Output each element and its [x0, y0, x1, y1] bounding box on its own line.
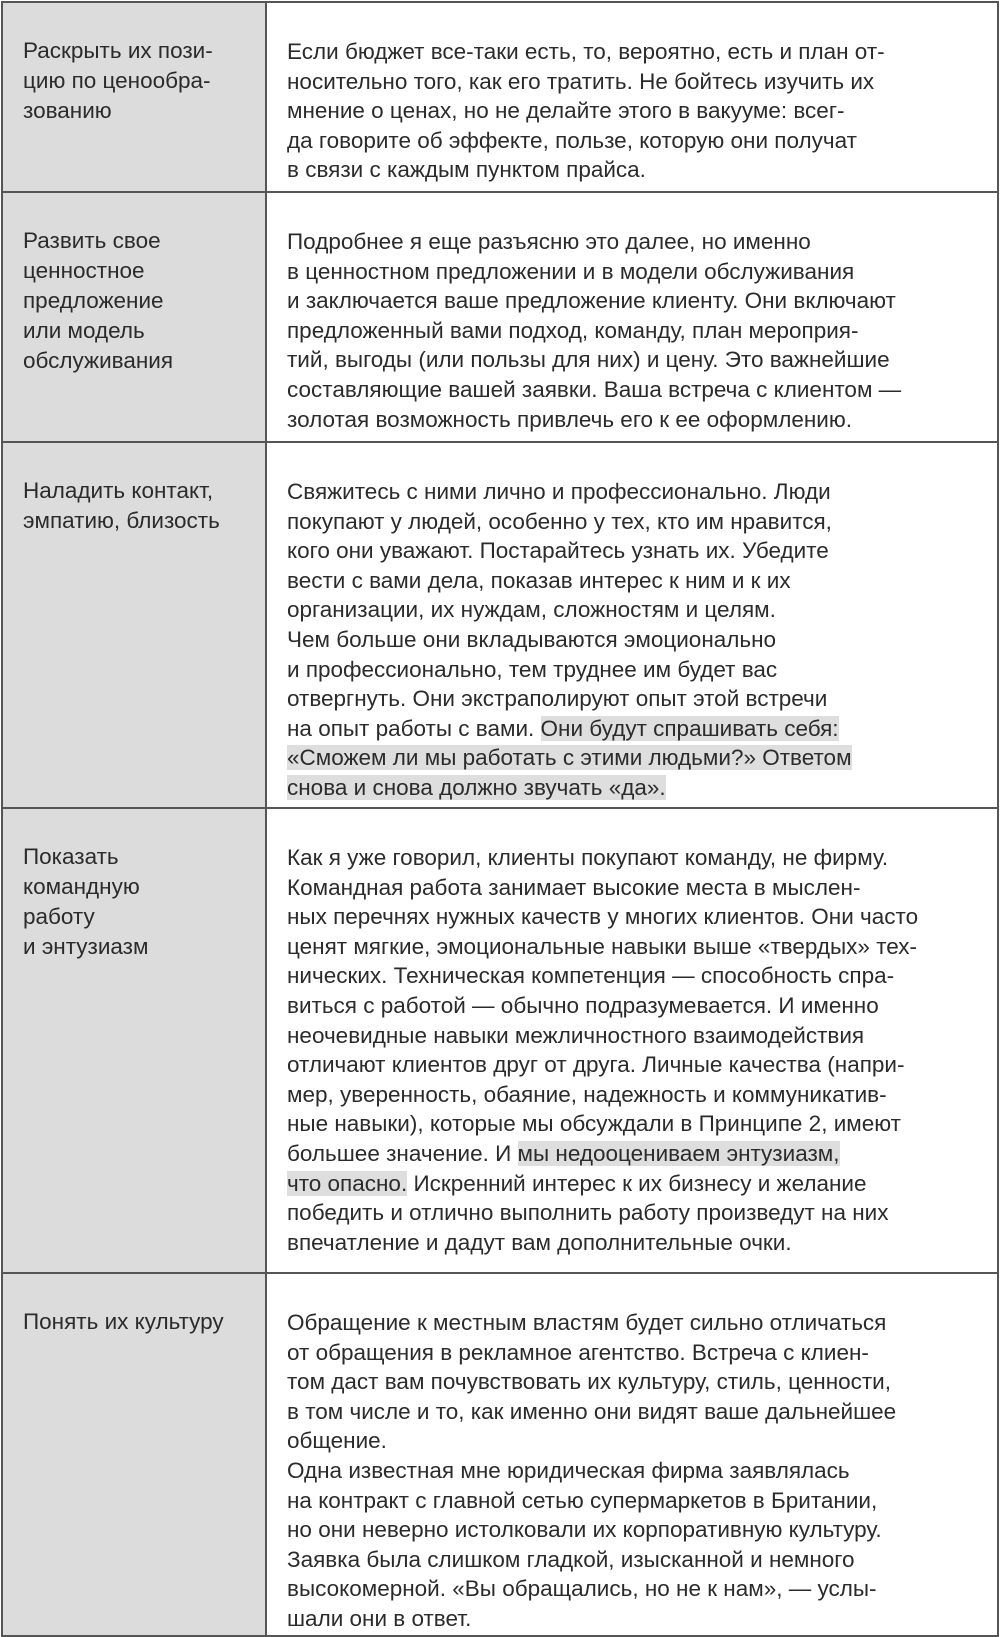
- text-line: кого они уважают. Постарайтесь узнать их. Убедите: [287, 538, 829, 564]
- label-line: Наладить контакт,: [23, 478, 214, 503]
- label-line: обслуживания: [23, 348, 174, 373]
- text-line: победить и отлично выполнить работу произведут на них: [287, 1200, 889, 1226]
- text-segment: большее значение. И: [287, 1140, 518, 1166]
- text-line: Командная работа занимает высокие места в мыслен-: [287, 874, 861, 900]
- table-row: [2, 2, 998, 192]
- text-line: шали они в ответ.: [287, 1605, 472, 1631]
- label-line: работу: [23, 904, 95, 929]
- label-line: командную: [23, 874, 140, 899]
- text-segment: на опыт работы с вами.: [287, 715, 541, 741]
- table-row: [2, 442, 998, 808]
- table-row: [2, 1273, 998, 1636]
- text-line: Одна известная мне юридическая фирма заявлялась: [287, 1457, 850, 1483]
- text-line: общение.: [287, 1428, 387, 1454]
- text-line: организации, их нуждам, сложностям и целям.: [287, 597, 776, 623]
- text-line: от обращения в рекламное агентство. Встреча с клиен-: [287, 1339, 869, 1365]
- text-line: ные навыки), которые мы обсуждали в Принципе 2, имеют: [287, 1111, 901, 1137]
- info-table: [1, 1, 999, 1637]
- text-line: Как я уже говорил, клиенты покупают команду, не фирму.: [287, 845, 889, 870]
- row-text: [266, 192, 998, 442]
- text-line: Свяжитесь с ними лично и профессионально. Люди: [287, 479, 831, 504]
- row-label: [2, 442, 266, 808]
- text-line: но они неверно истолковали их корпоративную культуру.: [287, 1517, 882, 1543]
- text-line: составляющие вашей заявки. Ваша встреча с клиентом —: [287, 376, 902, 402]
- label-line: и энтузиазм: [23, 934, 149, 959]
- row-text: [266, 2, 998, 192]
- highlighted-text: Они будут спрашивать себя:: [540, 715, 839, 741]
- text-line: в связи с каждым пунктом прайса.: [287, 157, 646, 183]
- row-label: [2, 2, 266, 192]
- text-line: вести с вами дела, показав интерес к ним и к их: [287, 567, 791, 593]
- row-text: [266, 808, 998, 1273]
- text-line: и профессионально, тем труднее им будет вас: [287, 656, 778, 682]
- text-line: золотая возможность привлечь его к ее оформлению.: [287, 406, 852, 432]
- row-text: [266, 1273, 998, 1636]
- text-line: тий, выгоды (или пользы для них) и цену. Это важнейшие: [287, 347, 890, 373]
- label-line: цию по ценообра-: [23, 68, 211, 93]
- text-line: впечатление и дадут вам дополнительные очки.: [287, 1229, 792, 1255]
- text-line: и заключается ваше предложение клиенту. Они включают: [287, 288, 896, 314]
- text-line: неочевидные навыки межличностного взаимодействия: [287, 1022, 865, 1048]
- text-line: том даст вам почувствовать их культуру, стиль, ценности,: [287, 1369, 892, 1395]
- highlighted-text: мы недооцениваем энтузиазм,: [517, 1140, 840, 1166]
- label-line: эмпатию, близость: [23, 508, 220, 533]
- text-segment: Искренний интерес к их бизнесу и желание: [407, 1170, 867, 1196]
- highlighted-text: снова и снова должно звучать «да».: [287, 774, 666, 800]
- label-line: Развить свое: [23, 228, 161, 253]
- text-line: Подробнее я еще разъясню это далее, но именно: [287, 229, 811, 254]
- text-line: Заявка была слишком гладкой, изысканной и немного: [287, 1546, 855, 1572]
- text-line: на контракт с главной сетью супермаркетов в Британии,: [287, 1487, 878, 1513]
- text-line: [287, 773, 975, 803]
- text-line: в ценностном предложении и в модели обслуживания: [287, 258, 855, 284]
- text-line: носительно того, как его тратить. Не бойтесь изучить их: [287, 68, 875, 94]
- text-line: отличают клиентов друг от друга. Личные качества (напри-: [287, 1052, 905, 1078]
- table-row: [2, 808, 998, 1273]
- text-line: [287, 714, 975, 744]
- label-line: предложение: [23, 288, 164, 313]
- label-line: ценностное: [23, 258, 145, 283]
- text-line: мнение о ценах, но не делайте этого в вакууме: всег-: [287, 98, 845, 124]
- text-line: в том числе и то, как именно они видят ваше дальнейшее: [287, 1398, 897, 1424]
- text-line: Если бюджет все-таки есть, то, вероятно, есть и план от-: [287, 39, 885, 64]
- label-line: Показать: [23, 844, 119, 869]
- row-label: [2, 192, 266, 442]
- label-line: Раскрыть их пози-: [23, 38, 213, 63]
- label-line: Понять их культуру: [23, 1309, 224, 1334]
- text-line: нических. Техническая компетенция — способность спра-: [287, 963, 895, 989]
- text-line: [287, 1169, 975, 1199]
- text-line: высокомерной. «Вы обращались, но не к нам», — услы-: [287, 1576, 877, 1602]
- row-text: [266, 442, 998, 808]
- highlighted-text: «Сможем ли мы работать с этими людьми?» Ответом: [287, 745, 852, 771]
- text-line: предложенный вами подход, команду, план мероприя-: [287, 317, 859, 343]
- text-line: мер, уверенность, обаяние, надежность и коммуникатив-: [287, 1081, 887, 1107]
- row-label: [2, 808, 266, 1273]
- text-line: да говорите об эффекте, пользе, которую они получат: [287, 127, 857, 153]
- text-line: [287, 1139, 975, 1169]
- text-line: [287, 743, 975, 773]
- table-row: [2, 192, 998, 442]
- label-line: зованию: [23, 98, 112, 123]
- text-line: Обращение к местным властям будет сильно отличаться: [287, 1310, 887, 1335]
- label-line: или модель: [23, 318, 145, 343]
- text-line: ценят мягкие, эмоциональные навыки выше «твердых» тех-: [287, 933, 918, 959]
- text-line: ных перечнях нужных качеств у многих клиентов. Они часто: [287, 904, 919, 930]
- text-line: покупают у людей, особенно у тех, кто им нравится,: [287, 508, 832, 534]
- row-label: [2, 1273, 266, 1636]
- highlighted-text: что опасно.: [287, 1170, 408, 1196]
- text-line: отвергнуть. Они экстраполируют опыт этой встречи: [287, 686, 828, 712]
- text-line: Чем больше они вкладываются эмоционально: [287, 626, 777, 652]
- text-line: виться с работой — обычно подразумевается. И именно: [287, 992, 879, 1018]
